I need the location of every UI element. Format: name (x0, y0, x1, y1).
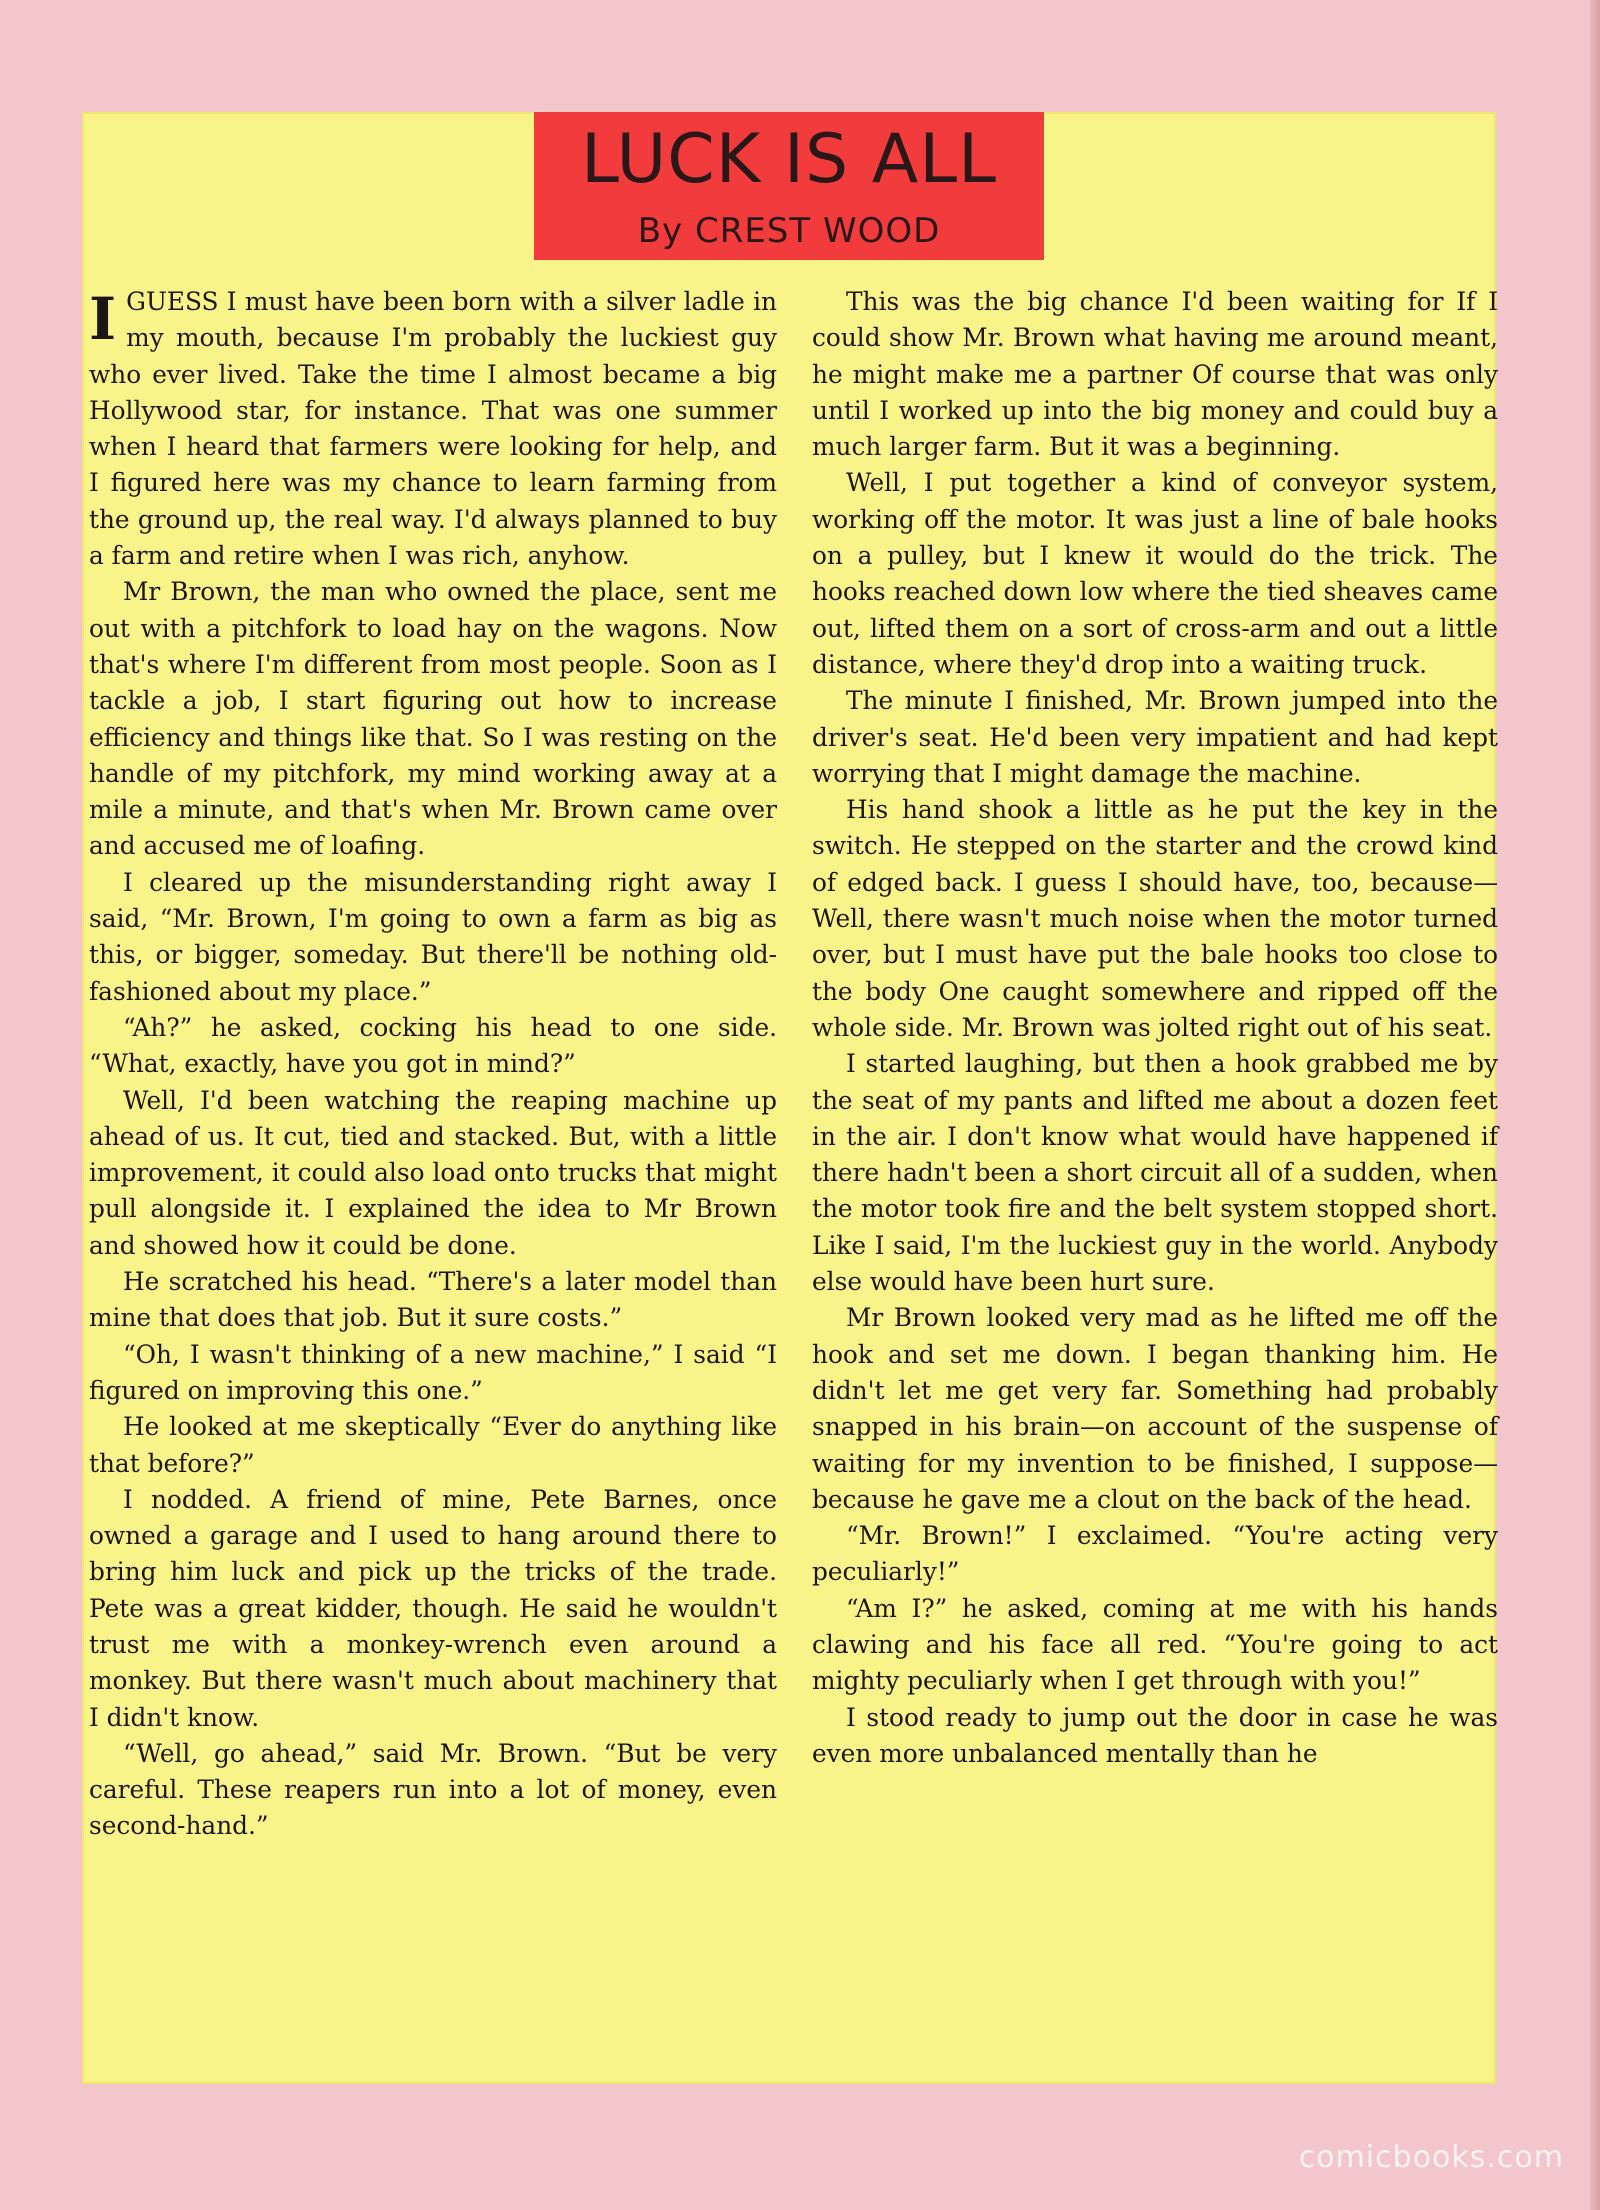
paragraph: He looked at me skeptically “Ever do anything like that before?” (89, 1412, 777, 1478)
paragraph: I cleared up the misunderstanding right away I said, “Mr. Brown, I'm going to own a farm as big as this, or bigger, someday. But there'll be nothing old-fashioned about my place.” (89, 867, 777, 1006)
paragraph: “Am I?” he asked, coming at me with his hands clawing and his face all red. “You're going to act mighty peculiarly when I get through with you!” (812, 1593, 1498, 1696)
paragraph: He scratched his head. “There's a later model than mine that does that job. But it sure costs.” (89, 1267, 777, 1333)
paragraph: Mr Brown looked very mad as he lifted me off the hook and set me down. I began thanking him. He didn't let me get very far. Something had probably snapped in his brain—on account of the suspense of waiting for my invention to be finished, I suppose—because he gave me a clout on the back of the head. (812, 1303, 1498, 1514)
paragraph: “Ah?” he asked, cocking his head to one side. “What, exactly, have you got in mind?” (89, 1012, 777, 1079)
paragraph: The minute I finished, Mr. Brown jumped into the driver's seat. He'd been very impatient and had kept worrying that I might damage the machine. (812, 686, 1498, 788)
story-byline: By CREST WOOD (637, 211, 941, 251)
story-title: LUCK IS ALL (580, 120, 998, 199)
paragraph: “Well, go ahead,” said Mr. Brown. “But be very careful. These reapers run into a lot of money, even second-hand.” (89, 1738, 777, 1841)
paragraph: Mr Brown, the man who owned the place, sent me out with a pitchfork to load hay on the wagons. Now that's where I'm different from most people. Soon as I tackle a job, I start figuring out how to increase efficiency and things like that. So I was resting on the handle of my pitchfork, my mind working away at a mile a minute, and that's when Mr. Brown came over and accused me of loafing. (89, 577, 777, 861)
paragraph: I nodded. A friend of mine, Pete Barnes, once owned a garage and I used to hang around there to bring him luck and pick up the tricks of the trade. Pete was a great kidder, though. He said he wouldn't trust me with a monkey-wrench even around a monkey. But there wasn't much about machinery that I didn't know. (89, 1484, 777, 1732)
drop-cap: I (89, 285, 117, 353)
left-column (89, 284, 777, 2084)
paragraph: “Mr. Brown!” I exclaimed. “You're acting very peculiarly!” (812, 1521, 1498, 1587)
paragraph: I started laughing, but then a hook grabbed me by the seat of my pants and lifted me about a dozen feet in the air. I don't know what would have happened if there hadn't been a short circuit all of a sudden, when the motor took fire and the belt system stopped short. Like I said, I'm the luckiest guy in the world. Anybody else would have been hurt sure. (812, 1049, 1498, 1297)
right-column (812, 284, 1498, 2084)
paragraph: Well, I put together a kind of conveyor system, working off the motor. It was just a line of bale hooks on a pulley, but I knew it would do the trick. The hooks reached down low where the tied sheaves came out, lifted them on a sort of cross-arm and out a little distance, where they'd drop into a waiting truck. (812, 468, 1498, 679)
paragraph: Well, I'd been watching the reaping machine up ahead of us. It cut, tied and stacked. But, with a little improvement, it could also load onto trucks that might pull alongside it. I explained the idea to Mr Brown and showed how it could be done. (89, 1085, 777, 1260)
watermark: comicbooks.com (1298, 2140, 1564, 2175)
paragraph: “Oh, I wasn't thinking of a new machine,” I said “I figured on improving this one.” (89, 1339, 777, 1405)
paragraph: I stood ready to jump out the door in case he was even more unbalanced mentally than he (812, 1702, 1498, 1768)
title-box (534, 112, 1044, 260)
paragraph-text: GUESS I must have been born with a silver ladle in my mouth, because I'm probably the luckiest guy who ever lived. Take the time I almost became a big Hollywood star, for instance. That was one summer when I heard that farmers were looking for help, and I figured here was my chance to learn farming from the ground up, the real way. I'd always planned to buy a farm and retire when I was rich, anyhow. (89, 287, 777, 571)
paragraph: This was the big chance I'd been waiting for If I could show Mr. Brown what having me around meant, he might make me a partner Of course that was only until I worked up into the big money and could buy a much larger farm. But it was a beginning. (812, 287, 1498, 462)
paragraph: His hand shook a little as he put the key in the switch. He stepped on the starter and the crowd kind of edged back. I guess I should have, too, because—Well, there wasn't much noise when the motor turned over, but I must have put the bale hooks too close to the body One caught somewhere and ripped off the whole side. Mr. Brown was jolted right out of his seat. (812, 795, 1498, 1042)
paragraph (89, 284, 777, 574)
page-edge (1590, 0, 1600, 2210)
